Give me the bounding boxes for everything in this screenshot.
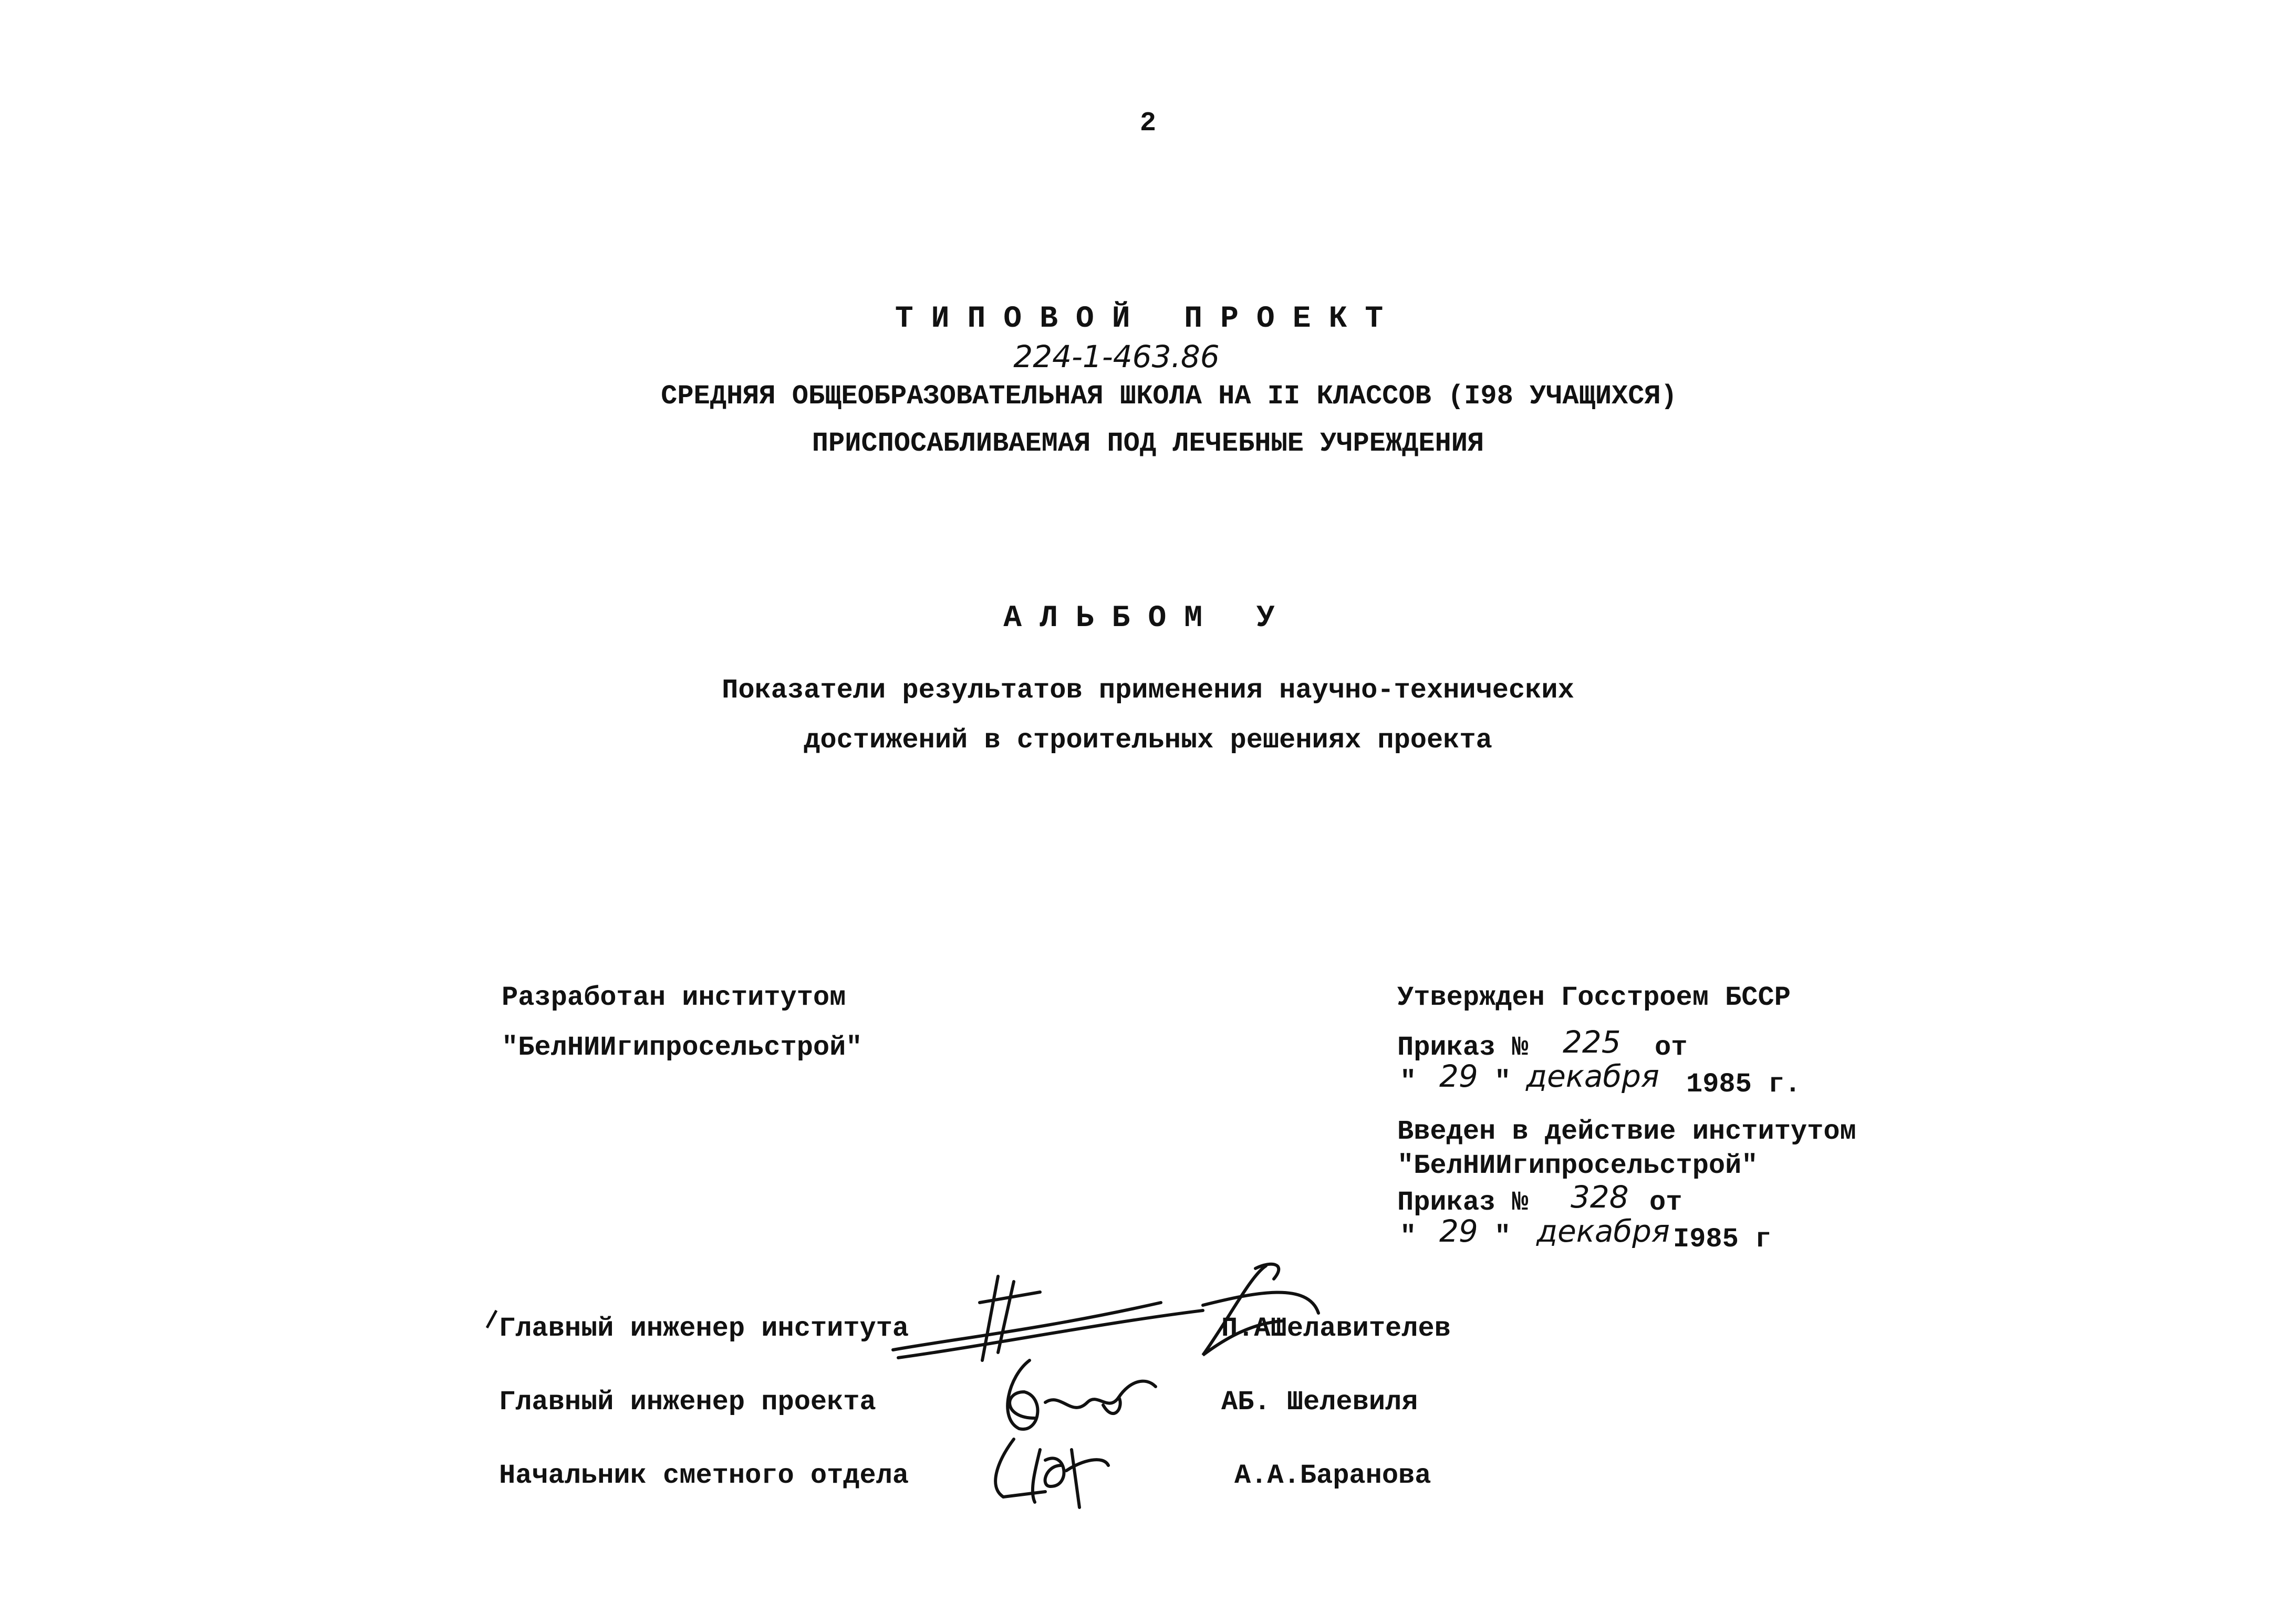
order1-suffix: от <box>1655 1032 1688 1063</box>
signer1-role: Главный инженер института <box>499 1313 909 1344</box>
enacted-by: Введен в действие институтом <box>1397 1116 1856 1147</box>
date1-open-quote: " <box>1400 1066 1417 1097</box>
order2-prefix: Приказ № <box>1397 1187 1529 1218</box>
album-label: АЛЬБОМ У <box>1003 601 1293 636</box>
signer1-name: П.АШелавителев <box>1221 1313 1451 1344</box>
signer2-name: АБ. Шелевиля <box>1221 1387 1418 1418</box>
enacted-institute: "БелНИИгипросельстрой" <box>1397 1150 1758 1181</box>
signer3-role: Начальник сметного отдела <box>499 1460 909 1491</box>
order1-number: 225 <box>1563 1024 1621 1060</box>
date2-day: 29 <box>1439 1213 1478 1249</box>
album-description-line2: достижений в строительных решениях проекта <box>804 725 1492 756</box>
date1-month: декабря <box>1526 1058 1659 1094</box>
developer-line1: Разработан институтом <box>502 982 846 1013</box>
date2-year: I985 г <box>1673 1224 1772 1255</box>
date1-close-quote: " <box>1494 1066 1511 1097</box>
date2-month: декабря <box>1536 1213 1670 1249</box>
tick-mark <box>481 1308 502 1334</box>
approved-by: Утвержден Госстроем БССР <box>1397 982 1791 1013</box>
developer-institute: "БелНИИгипросельстрой" <box>502 1032 863 1063</box>
signature-chief-engineer-project <box>988 1355 1166 1439</box>
order2-suffix: от <box>1649 1187 1682 1218</box>
project-title-line2: ПРИСПОСАБЛИВАЕМАЯ ПОД ЛЕЧЕБНЫЕ УЧРЕЖДЕНИЯ <box>812 428 1484 459</box>
album-description-line1: Показатели результатов применения научно-технических <box>722 675 1574 706</box>
date2-close-quote: " <box>1494 1221 1511 1252</box>
signature-head-estimates <box>982 1429 1119 1518</box>
signer2-role: Главный инженер проекта <box>499 1387 876 1418</box>
project-title-line1: СРЕДНЯЯ ОБЩЕОБРАЗОВАТЕЛЬНАЯ ШКОЛА НА II КЛАССОВ (I98 УЧАЩИХСЯ) <box>661 381 1677 412</box>
date2-open-quote: " <box>1400 1221 1417 1252</box>
page-number: 2 <box>1139 108 1157 139</box>
signer3-name: А.А.Баранова <box>1234 1460 1431 1491</box>
order1-prefix: Приказ № <box>1397 1032 1529 1063</box>
project-number: 224-1-463.86 <box>1013 339 1220 374</box>
order2-number: 328 <box>1571 1179 1629 1215</box>
document-type-label: ТИПОВОЙ ПРОЕКТ <box>895 302 1401 336</box>
date1-day: 29 <box>1439 1058 1478 1094</box>
date1-year: 1985 г. <box>1686 1069 1801 1100</box>
